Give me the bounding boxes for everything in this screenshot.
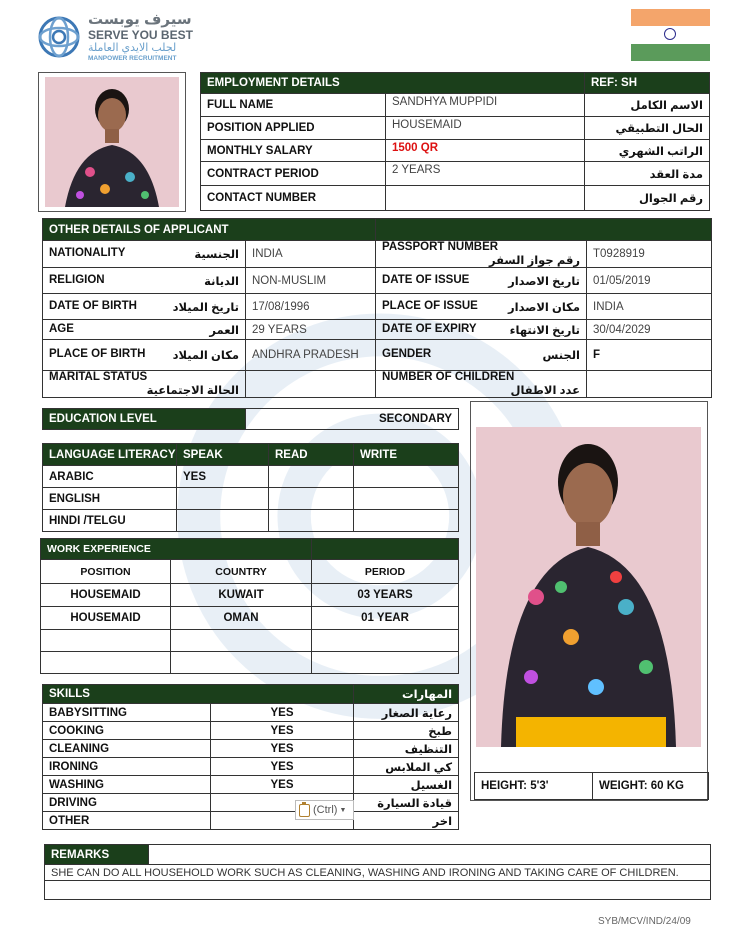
place-of-issue-value: INDIA xyxy=(587,294,712,320)
india-flag-icon xyxy=(631,9,710,61)
applicant-photo-small xyxy=(45,77,179,207)
number-of-children-label-en: NUMBER OF CHILDREN xyxy=(382,371,515,383)
work-experience-table xyxy=(40,538,459,674)
work-row-1-period: 03 YEARS xyxy=(312,584,459,607)
arabic-write xyxy=(354,466,459,488)
document-code: SYB/MCV/IND/24/09 xyxy=(598,916,691,927)
work-row-3-position xyxy=(41,630,171,652)
remarks-text: SHE CAN DO ALL HOUSEHOLD WORK SUCH AS CLEANING, WASHING AND IRONING AND TAKING CARE OF CHILDREN. xyxy=(45,865,711,881)
arabic-read xyxy=(269,466,354,488)
skill-driving-arabic: قيادة السيارة xyxy=(354,794,459,812)
passport-number-label xyxy=(376,241,587,268)
skill-other: OTHER xyxy=(43,812,211,830)
company-logo xyxy=(36,12,216,68)
marital-status-value xyxy=(246,371,376,398)
logo-name: SERVE YOU BEST xyxy=(88,28,193,42)
place-of-birth-label xyxy=(43,340,246,371)
skill-cooking: COOKING xyxy=(43,722,211,740)
age-value: 29 YEARS xyxy=(246,320,376,340)
date-of-expiry-label-ar: تاريخ الانتهاء xyxy=(509,324,580,337)
gender-label-en: GENDER xyxy=(382,348,432,360)
education-table xyxy=(42,408,459,430)
skill-cleaning-value: YES xyxy=(211,740,354,758)
hindi-write xyxy=(354,510,459,532)
religion-label xyxy=(43,268,246,294)
position-applied-arabic: الحال التطبيقي xyxy=(585,117,710,140)
logo-arabic-sub: لجلب الايدي العاملة xyxy=(88,42,177,54)
passport-number-label-en: PASSPORT NUMBER xyxy=(382,241,499,253)
english-write xyxy=(354,488,459,510)
remarks-header-blank xyxy=(149,845,711,865)
other-details-header: OTHER DETAILS OF APPLICANT xyxy=(43,219,376,241)
date-of-birth-label xyxy=(43,294,246,320)
number-of-children-value xyxy=(587,371,712,398)
date-of-expiry-value: 30/04/2029 xyxy=(587,320,712,340)
skills-table xyxy=(42,684,459,830)
skill-babysitting: BABYSITTING xyxy=(43,704,211,722)
skill-ironing: IRONING xyxy=(43,758,211,776)
speak-header: SPEAK xyxy=(177,444,269,466)
write-header: WRITE xyxy=(354,444,459,466)
language-hindi-telgu: HINDI /TELGU xyxy=(43,510,177,532)
religion-label-ar: الديانة xyxy=(204,275,239,288)
contract-period-value: 2 YEARS xyxy=(386,162,585,186)
skill-cooking-arabic: طبخ xyxy=(354,722,459,740)
date-of-birth-label-en: DATE OF BIRTH xyxy=(49,299,137,312)
position-applied-label: POSITION APPLIED xyxy=(201,117,386,140)
full-name-value: SANDHYA MUPPIDI xyxy=(386,94,585,117)
work-row-2-position: HOUSEMAID xyxy=(41,607,171,630)
english-speak xyxy=(177,488,269,510)
date-of-expiry-label-en: DATE OF EXPIRY xyxy=(382,322,477,335)
passport-number-label-ar: رقم جواز السفر xyxy=(488,255,580,267)
religion-label-en: RELIGION xyxy=(49,273,105,286)
ref-label: REF: SH xyxy=(585,73,710,94)
date-of-issue-label xyxy=(376,268,587,294)
work-row-2-country: OMAN xyxy=(171,607,312,630)
remarks-table xyxy=(44,844,711,900)
nationality-label-en: NATIONALITY xyxy=(49,247,126,259)
period-col-header: PERIOD xyxy=(312,560,459,584)
remarks-blank-row xyxy=(45,881,711,900)
position-col-header: POSITION xyxy=(41,560,171,584)
employment-details-table xyxy=(200,72,710,211)
passport-number-value: T0928919 xyxy=(587,241,712,268)
height-value: HEIGHT: 5'3' xyxy=(475,773,593,800)
date-of-issue-label-en: DATE OF ISSUE xyxy=(382,273,470,286)
skill-driving: DRIVING xyxy=(43,794,211,812)
work-row-4-position xyxy=(41,652,171,674)
skill-cleaning: CLEANING xyxy=(43,740,211,758)
skills-header-arabic: المهارات xyxy=(354,685,459,704)
date-of-birth-label-ar: تاريخ الميلاد xyxy=(172,301,239,314)
work-row-4-country xyxy=(171,652,312,674)
work-row-1-country: KUWAIT xyxy=(171,584,312,607)
measurements-table xyxy=(474,772,709,800)
work-row-4-period xyxy=(312,652,459,674)
contact-number-label: CONTACT NUMBER xyxy=(201,186,386,211)
dropdown-arrow-icon: ▼ xyxy=(339,806,347,814)
skill-ironing-value: YES xyxy=(211,758,354,776)
skill-washing-arabic: الغسيل xyxy=(354,776,459,794)
logo-sub: MANPOWER RECRUITMENT xyxy=(88,55,177,62)
language-english: ENGLISH xyxy=(43,488,177,510)
work-experience-header-blank xyxy=(312,539,459,560)
paste-ctrl-label: (Ctrl) xyxy=(313,804,338,816)
logo-arabic-name: سيرف يوبست xyxy=(88,11,192,28)
place-of-birth-label-en: PLACE OF BIRTH xyxy=(49,348,146,360)
age-label-en: AGE xyxy=(49,322,74,335)
language-table xyxy=(42,443,459,532)
gender-label xyxy=(376,340,587,371)
skill-other-arabic: اخر xyxy=(354,812,459,830)
number-of-children-label xyxy=(376,371,587,398)
full-name-label: FULL NAME xyxy=(201,94,386,117)
english-read xyxy=(269,488,354,510)
skills-header: SKILLS xyxy=(43,685,354,704)
full-name-arabic: الاسم الكامل xyxy=(585,94,710,117)
gender-label-ar: الجنس xyxy=(542,350,580,362)
logo-emblem-icon xyxy=(36,14,82,60)
gender-value: F xyxy=(587,340,712,371)
skill-cleaning-arabic: التنظيف xyxy=(354,740,459,758)
number-of-children-label-ar: عدد الاطفال xyxy=(510,385,580,397)
work-experience-header: WORK EXPERIENCE xyxy=(41,539,312,560)
place-of-issue-label-en: PLACE OF ISSUE xyxy=(382,299,478,312)
paste-options-button[interactable] xyxy=(295,800,354,820)
hindi-speak xyxy=(177,510,269,532)
place-of-issue-label-ar: مكان الاصدار xyxy=(508,301,580,314)
date-of-birth-value: 17/08/1996 xyxy=(246,294,376,320)
country-col-header: COUNTRY xyxy=(171,560,312,584)
weight-value: WEIGHT: 60 KG xyxy=(593,773,709,800)
age-label xyxy=(43,320,246,340)
arabic-speak: YES xyxy=(177,466,269,488)
work-row-2-period: 01 YEAR xyxy=(312,607,459,630)
skill-washing-value: YES xyxy=(211,776,354,794)
monthly-salary-label: MONTHLY SALARY xyxy=(201,140,386,162)
nationality-label xyxy=(43,241,246,268)
position-applied-value: HOUSEMAID xyxy=(386,117,585,140)
marital-status-label xyxy=(43,371,246,398)
applicant-photo-frame xyxy=(38,72,186,212)
contact-number-arabic: رقم الجوال xyxy=(585,186,710,211)
religion-value: NON-MUSLIM xyxy=(246,268,376,294)
nationality-label-ar: الجنسية xyxy=(194,249,239,261)
language-literacy-header: LANGUAGE LITERACY xyxy=(43,444,177,466)
clipboard-icon xyxy=(299,804,310,817)
contact-number-value xyxy=(386,186,585,211)
language-arabic: ARABIC xyxy=(43,466,177,488)
contract-period-label: CONTRACT PERIOD xyxy=(201,162,386,186)
skill-cooking-value: YES xyxy=(211,722,354,740)
full-photo-frame xyxy=(470,401,708,801)
skill-washing: WASHING xyxy=(43,776,211,794)
nationality-value: INDIA xyxy=(246,241,376,268)
contract-period-arabic: مدة العقد xyxy=(585,162,710,186)
marital-status-label-en: MARITAL STATUS xyxy=(49,371,148,383)
date-of-expiry-label xyxy=(376,320,587,340)
other-details-header-blank xyxy=(376,219,712,241)
marital-status-label-ar: الحالة الاجتماعية xyxy=(146,385,239,397)
monthly-salary-arabic: الراتب الشهري xyxy=(585,140,710,162)
skill-ironing-arabic: كي الملابس xyxy=(354,758,459,776)
work-row-1-position: HOUSEMAID xyxy=(41,584,171,607)
place-of-issue-label xyxy=(376,294,587,320)
work-row-3-country xyxy=(171,630,312,652)
skill-babysitting-value: YES xyxy=(211,704,354,722)
employment-header: EMPLOYMENT DETAILS xyxy=(201,73,585,94)
education-label: EDUCATION LEVEL xyxy=(43,409,246,430)
hindi-read xyxy=(269,510,354,532)
date-of-issue-value: 01/05/2019 xyxy=(587,268,712,294)
monthly-salary-value: 1500 QR xyxy=(386,140,585,162)
place-of-birth-label-ar: مكان الميلاد xyxy=(172,350,239,362)
age-label-ar: العمر xyxy=(209,324,239,337)
skill-babysitting-arabic: رعاية الصغار xyxy=(354,704,459,722)
other-details-table xyxy=(42,218,712,398)
read-header: READ xyxy=(269,444,354,466)
place-of-birth-value: ANDHRA PRADESH xyxy=(246,340,376,371)
work-row-3-period xyxy=(312,630,459,652)
date-of-issue-label-ar: تاريخ الاصدار xyxy=(508,275,580,288)
education-value: SECONDARY xyxy=(246,409,459,430)
applicant-photo-large xyxy=(476,427,701,747)
remarks-header: REMARKS xyxy=(45,845,149,865)
